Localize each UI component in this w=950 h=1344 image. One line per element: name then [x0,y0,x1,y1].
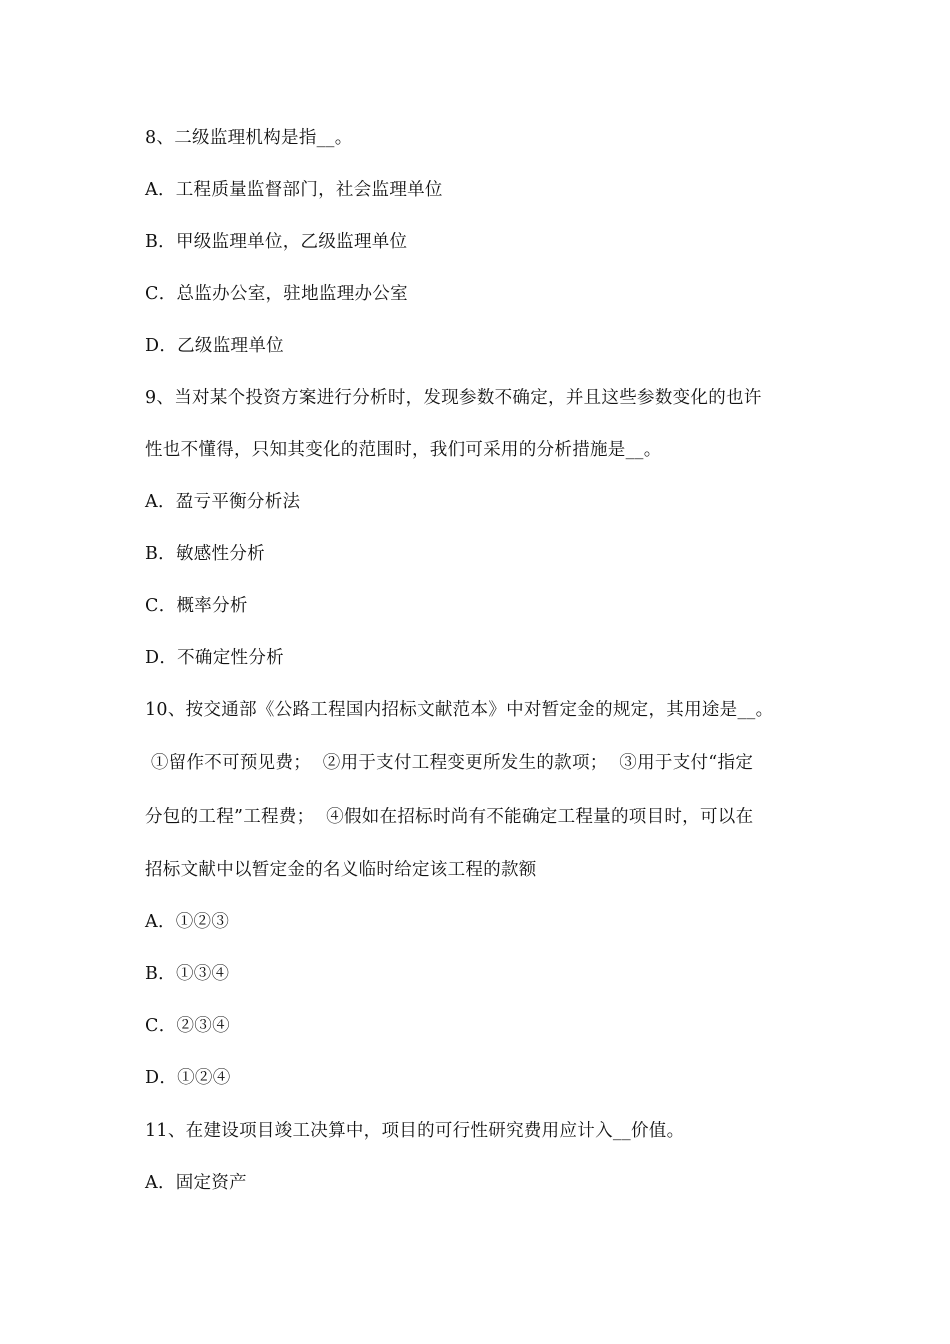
question-8-option-d: D．乙级监理单位 [145,336,284,356]
question-9-stem-line-2: 性也不懂得，只知其变化的范围时，我们可采用的分析措施是__。 [145,440,662,460]
question-9-option-b: B．敏感性分析 [145,544,265,564]
question-9-option-c: C．概率分析 [145,596,248,616]
question-10-stem-line-4: 招标文献中以暂定金的名义临时给定该工程的款额 [145,860,537,880]
question-9-option-d: D．不确定性分析 [145,648,284,668]
question-9-stem-line-1: 9、当对某个投资方案进行分析时，发现参数不确定，并且这些参数变化的也许 [145,388,762,408]
question-10-stem-line-2: ①留作不可预见费； ②用于支付工程变更所发生的款项； ③用于支付“指定 [145,753,754,773]
question-8-option-b: B．甲级监理单位，乙级监理单位 [145,232,408,252]
question-10-option-c: C．②③④ [145,1016,230,1036]
question-10-stem-line-3: 分包的工程”工程费； ④假如在招标时尚有不能确定工程量的项目时，可以在 [145,807,754,827]
question-10-option-b: B．①③④ [145,964,230,984]
question-10-option-d: D．①②④ [145,1068,231,1088]
question-8-option-a: A．工程质量监督部门，社会监理单位 [145,180,443,200]
question-10-option-a: A．①②③ [145,912,230,932]
question-8-stem: 8、二级监理机构是指__。 [145,128,353,148]
question-11-option-a: A．固定资产 [145,1173,247,1193]
question-9-option-a: A．盈亏平衡分析法 [145,492,301,512]
question-8-option-c: C．总监办公室，驻地监理办公室 [145,284,408,304]
question-10-stem-line-1: 10、按交通部《公路工程国内招标文献范本》中对暂定金的规定，其用途是__。 [145,700,774,720]
question-11-stem: 11、在建设项目竣工决算中，项目的可行性研究费用应计入__价值。 [145,1121,685,1141]
